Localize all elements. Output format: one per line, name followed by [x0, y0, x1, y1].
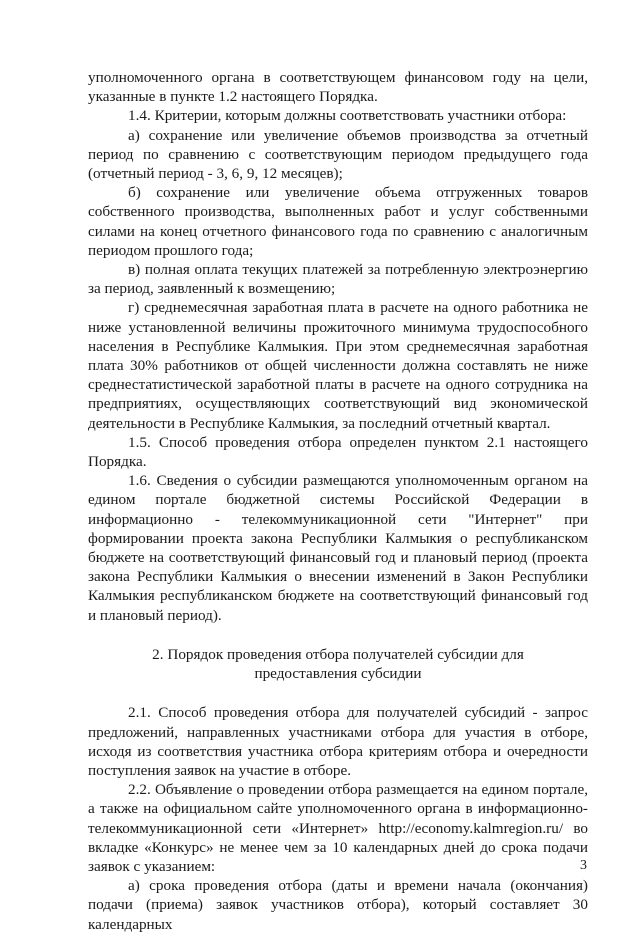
- paragraph-2-2-a: а) срока проведения отбора (даты и времени начала (окончания) подачи (приема) заявок участников отбора), который составляет 30 календарных: [88, 877, 588, 933]
- paragraph-1-6: 1.6. Сведения о субсидии размещаются уполномоченным органом на едином портале бюджетной системы Российской Федерации в информационно - телекоммуникационной сети "Интернет" при формировании проекта закона Республики Калмыкия о республиканском бюджете на соответствующий финансовый год и плановый период (проекта закона Республики Калмыкия о внесении изменений в Закон Республики Калмыкия республиканском бюджете на соответствующий финансовый год и плановый период).: [88, 472, 588, 624]
- paragraph-1-5: 1.5. Способ проведения отбора определен пунктом 2.1 настоящего Порядка.: [88, 433, 588, 471]
- paragraph-continuation: уполномоченного органа в соответствующем финансовом году на цели, указанные в пункте 1.2 настоящего Порядка.: [88, 69, 588, 106]
- paragraph-1-4-a: а) сохранение или увеличение объемов производства за отчетный период по сравнению с соответствующим периодом предыдущего года (отчетный период - 3, 6, 9, 12 месяцев);: [88, 126, 588, 183]
- page-number: 3: [580, 858, 587, 873]
- paragraph-2-1: 2.1. Способ проведения отбора для получателей субсидий - запрос предложений, направленных участниками отбора для участия в отборе, исходя из соответствия участника отбора критериям отбора и очередности поступления заявок на участие в отборе.: [88, 704, 588, 779]
- paragraph-1-4: 1.4. Критерии, которым должны соответствовать участники отбора:: [128, 107, 567, 125]
- paragraph-2-2: 2.2. Объявление о проведении отбора размещается на едином портале, а также на официальном сайте уполномоченного органа в информационно-телекоммуникационной сети «Интернет» http://economy.kalmregion.ru/ во вкладке «Конкурс» не менее чем за 10 календарных дней до срока подачи заявок с указанием:: [88, 781, 588, 875]
- document-page: [88, 68, 588, 934]
- paragraph-1-4-g: г) среднемесячная заработная плата в расчете на одного работника не ниже установленной величины прожиточного минимума трудоспособного населения в Республике Калмыкия. При этом среднемесячная заработная плата 30% работников от общей численности должна составлять не ниже среднестатистической заработной платы в расчете на одного сотрудника на предприятиях, осуществляющих соответствующий вид экономической деятельности в Республике Калмыкия, за последний отчетный квартал.: [88, 299, 588, 432]
- paragraph-1-4-v: в) полная оплата текущих платежей за потребленную электроэнергию за период, заявленный к возмещению;: [88, 261, 588, 298]
- paragraph-1-4-b: б) сохранение или увеличение объема отгруженных товаров собственного производства, выполненных работ и услуг собственными силами на конец отчетного финансового года по сравнению с аналогичным периодом прошлого года;: [88, 184, 588, 259]
- section-heading: 2. Порядок проведения отбора получателей субсидии для предоставления субсидии: [152, 645, 524, 683]
